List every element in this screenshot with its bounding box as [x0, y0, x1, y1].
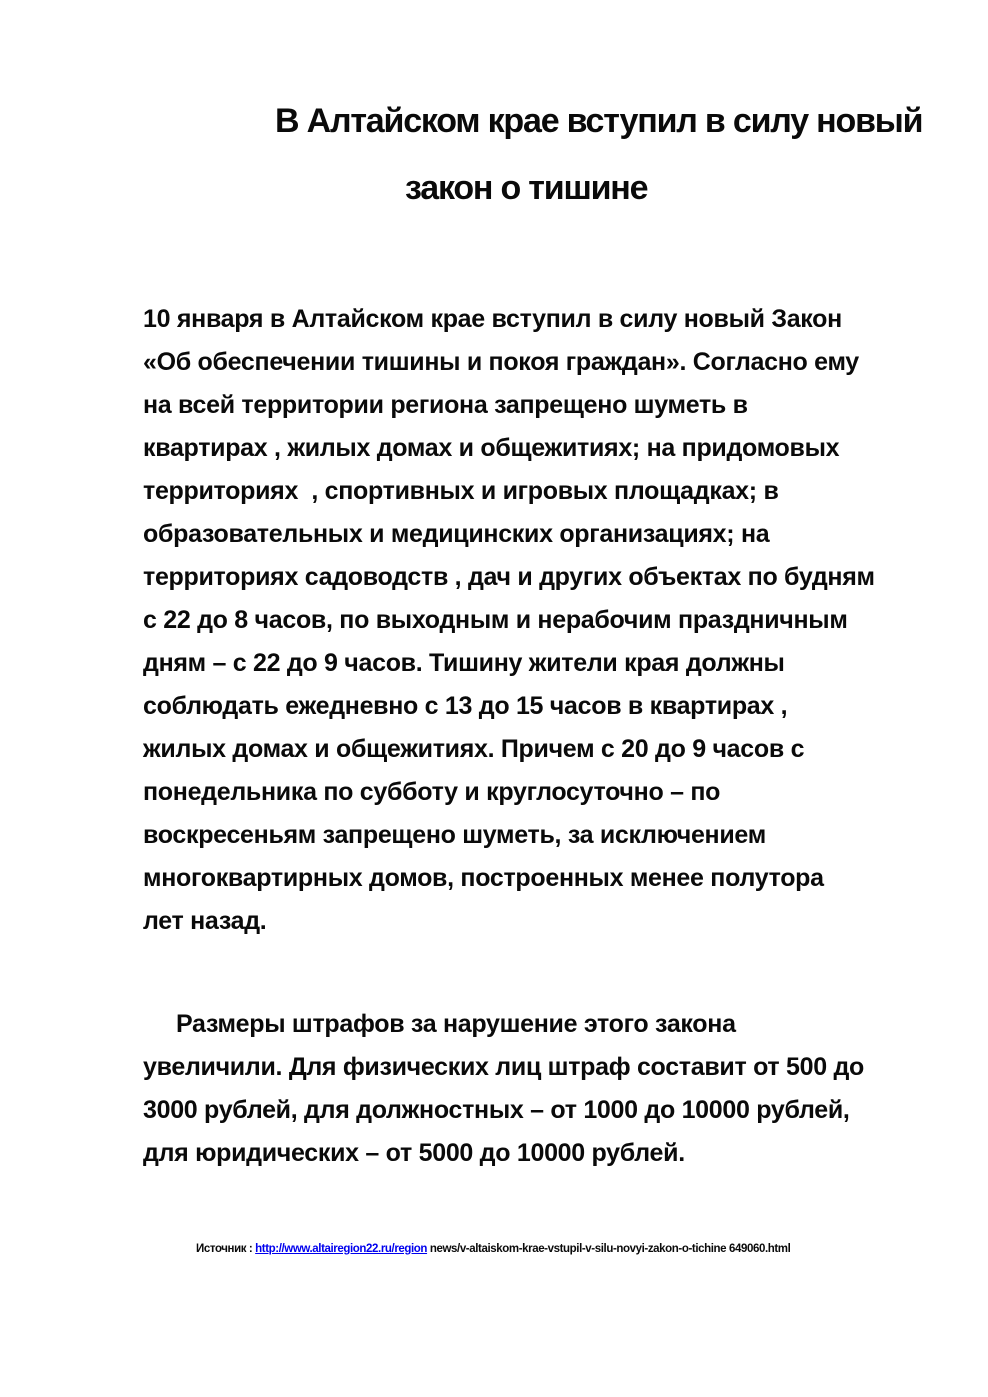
paragraph2-line: увеличили. Для физических лиц штраф составит от 500 до — [143, 1053, 865, 1081]
paragraph1-line: территориях , спортивных и игровых площадках; в — [143, 477, 779, 505]
paragraph1-line: «Об обеспечении тишины и покоя граждан». Согласно ему — [143, 348, 859, 376]
paragraph1-line: многоквартирных домов, построенных менее полутора — [143, 864, 824, 892]
paragraph1-line: образовательных и медицинских организациях; на — [143, 520, 770, 548]
paragraph1-line: 10 января в Алтайском крае вступил в силу новый Закон — [143, 305, 842, 333]
paragraph1-line: квартирах , жилых домах и общежитиях; на придомовых — [143, 434, 840, 462]
source-rest: news/v-altaiskom-krae-vstupil-v-silu-novyi-zakon-o-tichine 649060.html — [427, 1243, 791, 1255]
paragraph1-line: на всей территории региона запрещено шуметь в — [143, 391, 748, 419]
paragraph1-line: дням – с 22 до 9 часов. Тишину жители края должны — [143, 649, 785, 677]
source-hyperlink[interactable]: http://www.altairegion22.ru/region — [255, 1243, 428, 1255]
paragraph-fines — [143, 1003, 928, 1175]
paragraph1-line: воскресеньям запрещено шуметь, за исключением — [143, 821, 766, 849]
paragraph1-line: понедельника по субботу и круглосуточно – по — [143, 778, 721, 806]
source-label: Источник : — [196, 1243, 256, 1255]
paragraph2-line: для юридических – от 5000 до 10000 рублей. — [143, 1139, 685, 1167]
paragraph2-line: 3000 рублей, для должностных – от 1000 до 10000 рублей, — [143, 1096, 850, 1124]
title-line-1: В Алтайском крае вступил в силу новый — [275, 102, 923, 140]
paragraph1-line: лет назад. — [143, 907, 267, 935]
paragraph2-line: Размеры штрафов за нарушение этого закона — [176, 1010, 736, 1038]
source-line — [196, 1241, 928, 1257]
paragraph1-line: жилых домах и общежитиях. Причем с 20 до 9 часов с — [143, 735, 805, 763]
paragraph-law-description — [143, 298, 928, 943]
document-title — [143, 88, 928, 222]
title-line-2: закон о тишине — [405, 169, 648, 207]
paragraph1-line: территориях садоводств , дач и других объектах по будням — [143, 563, 875, 591]
document-content — [0, 88, 988, 1257]
paragraph1-line: соблюдать ежедневно с 13 до 15 часов в квартирах , — [143, 692, 788, 720]
paragraph1-line: с 22 до 8 часов, по выходным и нерабочим праздничным — [143, 606, 848, 634]
